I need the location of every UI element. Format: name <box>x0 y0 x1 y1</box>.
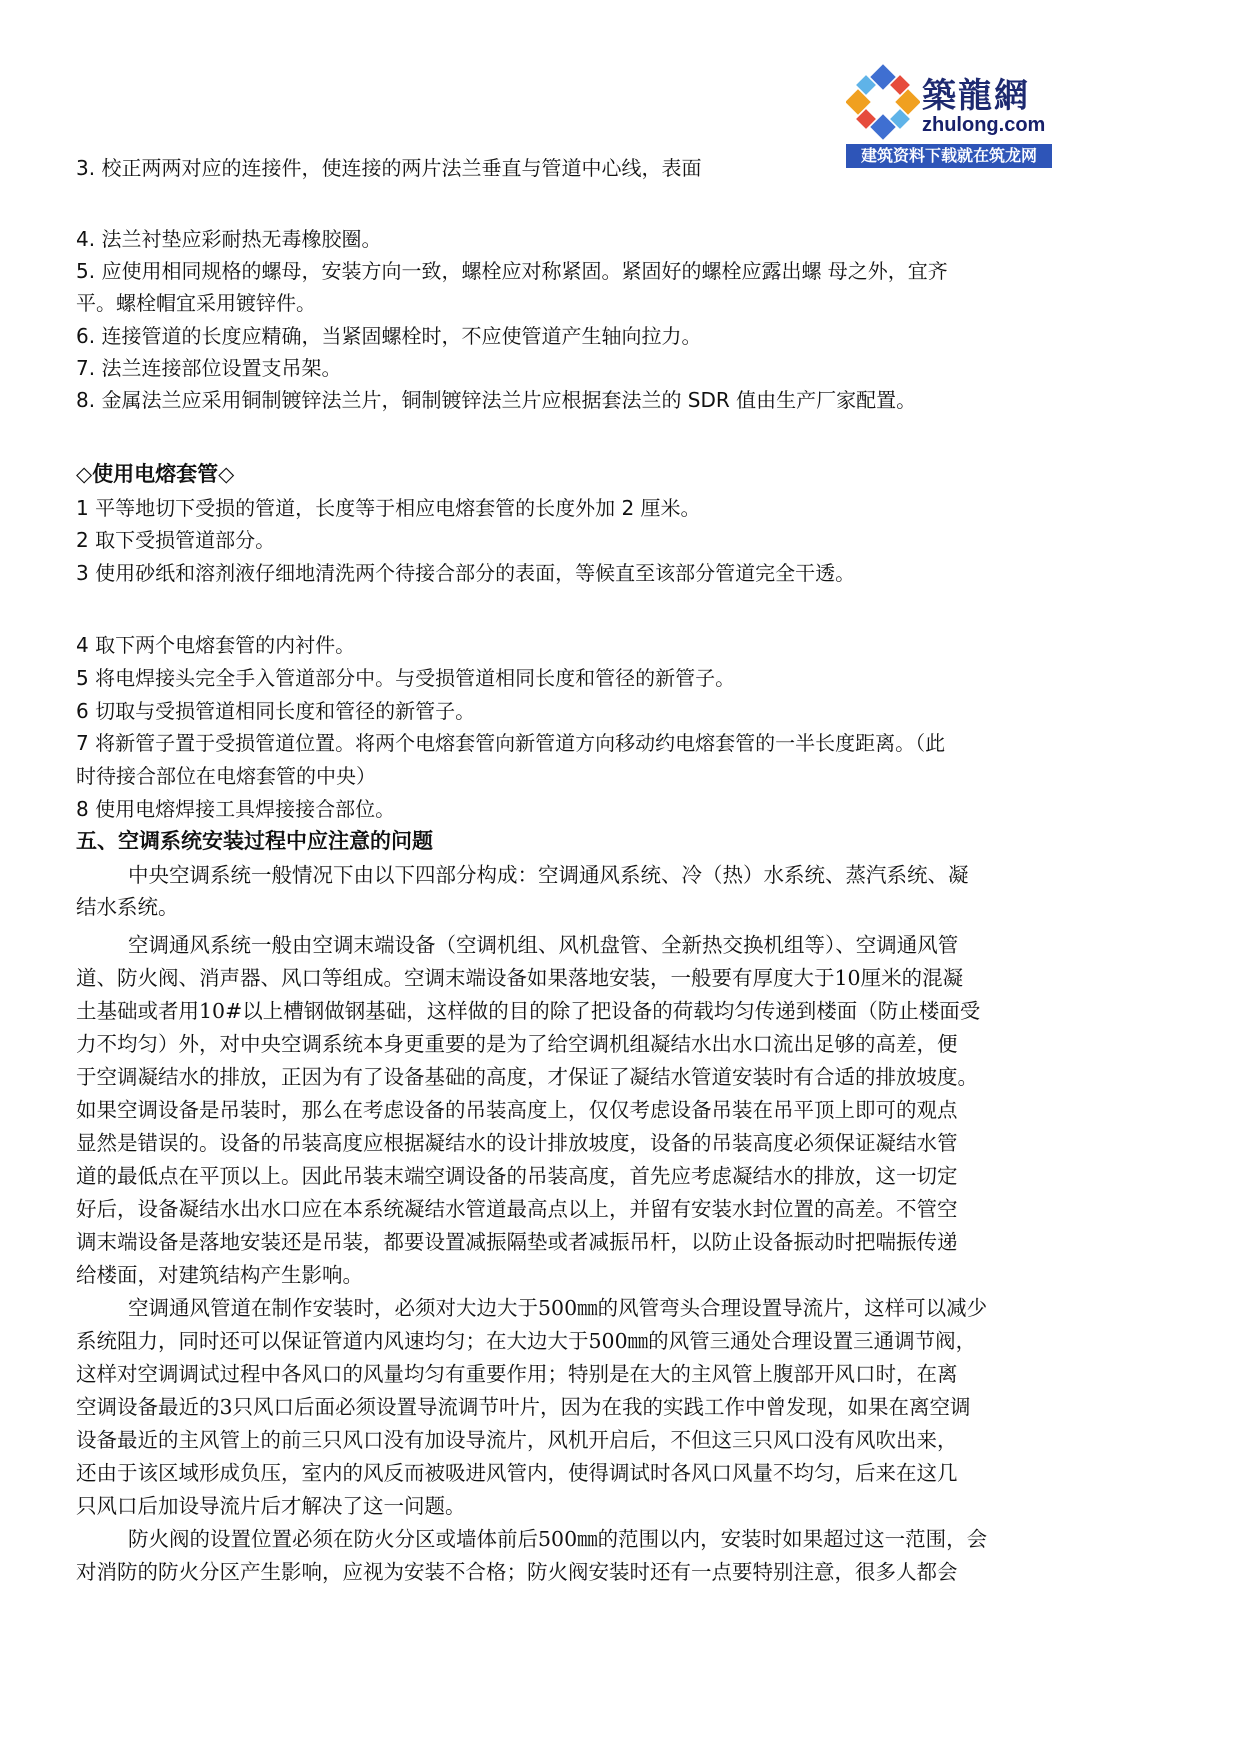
body-line: 调末端设备是落地安装还是吊装，都要设置减振隔垫或者减振吊杆，以防止设备振动时把喘振传递 <box>76 1230 958 1254</box>
sleeve-step-6: 6 切取与受损管道相同长度和管径的新管子。 <box>76 699 476 723</box>
sleeve-step-7-cont: 时待接合部位在电熔套管的中央） <box>76 764 376 788</box>
flange-step-8: 8. 金属法兰应采用铜制镀锌法兰片，铜制镀锌法兰片应根据套法兰的 SDR 值由生产厂家配置。 <box>76 388 917 412</box>
body-line: 结水系统。 <box>76 895 179 919</box>
body-line: 土基础或者用10#以上槽钢做钢基础，这样做的目的除了把设备的荷载均匀传递到楼面（防止楼面受 <box>76 999 981 1023</box>
flange-step-4: 4. 法兰衬垫应彩耐热无毒橡胶圈。 <box>76 227 382 251</box>
body-line: 设备最近的主风管上的前三只风口没有加设导流片，风机开启后，不但这三只风口没有风吹出来， <box>76 1428 958 1452</box>
sleeve-step-5: 5 将电焊接头完全手入管道部分中。与受损管道相同长度和管径的新管子。 <box>76 666 736 690</box>
sleeve-step-7: 7 将新管子置于受损管道位置。将两个电熔套管向新管道方向移动约电熔套管的一半长度距离。（此 <box>76 731 946 755</box>
flange-step-5-cont: 平。螺栓帽宜采用镀锌件。 <box>76 291 316 315</box>
flange-step-3: 3. 校正两两对应的连接件，使连接的两片法兰垂直与管道中心线，表面 <box>76 156 702 180</box>
body-line: 系统阻力，同时还可以保证管道内风速均匀；在大边大于500㎜的风管三通处合理设置三通调节阀， <box>76 1329 977 1353</box>
sleeve-step-8: 8 使用电熔焊接工具焊接接合部位。 <box>76 797 396 821</box>
body-line: 如果空调设备是吊装时，那么在考虑设备的吊装高度上，仅仅考虑设备吊装在吊平顶上即可的观点 <box>76 1098 958 1122</box>
body-line: 对消防的防火分区产生影响，应视为安装不合格；防火阀安装时还有一点要特别注意，很多人都会 <box>76 1560 958 1584</box>
logo-domain: zhulong.com <box>922 114 1046 136</box>
body-line: 道的最低点在平顶以上。因此吊装末端空调设备的吊装高度，首先应考虑凝结水的排放，这一切定 <box>76 1164 958 1188</box>
logo-slogan: 建筑资料下载就在筑龙网 <box>846 144 1052 168</box>
body-line: 空调设备最近的3只风口后面必须设置导流调节叶片，因为在我的实践工作中曾发现，如果在离空调 <box>76 1395 971 1419</box>
body-line: 中央空调系统一般情况下由以下四部分构成：空调通风系统、冷（热）水系统、蒸汽系统、凝 <box>128 863 969 887</box>
body-line: 还由于该区域形成负压，室内的风反而被吸进风管内，使得调试时各风口风量不均匀，后来在这几 <box>76 1461 958 1485</box>
sleeve-step-4: 4 取下两个电熔套管的内衬件。 <box>76 633 356 657</box>
sleeve-step-3: 3 使用砂纸和溶剂液仔细地清洗两个待接合部分的表面，等候直至该部分管道完全干透。 <box>76 561 856 585</box>
body-line: 于空调凝结水的排放，正因为有了设备基础的高度，才保证了凝结水管道安装时有合适的排放坡度。 <box>76 1065 978 1089</box>
sleeve-heading: ◇使用电熔套管◇ <box>76 462 235 486</box>
logo-name: 築龍網 <box>922 76 1030 116</box>
flange-step-7: 7. 法兰连接部位设置支吊架。 <box>76 356 342 380</box>
body-line: 这样对空调调试过程中各风口的风量均匀有重要作用；特别是在大的主风管上腹部开风口时，在离 <box>76 1362 958 1386</box>
snowflake-logo-icon <box>846 62 920 140</box>
body-line: 显然是错误的。设备的吊装高度应根据凝结水的设计排放坡度，设备的吊装高度必须保证凝结水管 <box>76 1131 958 1155</box>
body-line: 只风口后加设导流片后才解决了这一问题。 <box>76 1494 466 1518</box>
zhulong-logo <box>846 62 1056 172</box>
body-line: 道、防火阀、消声器、风口等组成。空调末端设备如果落地安装，一般要有厚度大于10厘米的混凝 <box>76 966 964 990</box>
flange-step-6: 6. 连接管道的长度应精确，当紧固螺栓时，不应使管道产生轴向拉力。 <box>76 324 702 348</box>
body-line: 防火阀的设置位置必须在防火分区或墙体前后500㎜的范围以内，安装时如果超过这一范围，会 <box>128 1527 988 1551</box>
body-line: 空调通风系统一般由空调末端设备（空调机组、风机盘管、全新热交换机组等）、空调通风管 <box>128 933 959 957</box>
section-heading: 五、空调系统安装过程中应注意的问题 <box>76 829 433 853</box>
sleeve-step-1: 1 平等地切下受损的管道，长度等于相应电熔套管的长度外加 2 厘米。 <box>76 496 701 520</box>
body-line: 空调通风管道在制作安装时，必须对大边大于500㎜的风管弯头合理设置导流片，这样可以减少 <box>128 1296 988 1320</box>
body-line: 好后，设备凝结水出水口应在本系统凝结水管道最高点以上，并留有安装水封位置的高差。不管空 <box>76 1197 958 1221</box>
body-line: 给楼面，对建筑结构产生影响。 <box>76 1263 363 1287</box>
flange-step-5: 5. 应使用相同规格的螺母，安装方向一致，螺栓应对称紧固。紧固好的螺栓应露出螺 母之外，宜齐 <box>76 259 948 283</box>
body-line: 力不均匀）外，对中央空调系统本身更重要的是为了给空调机组凝结水出水口流出足够的高差，便 <box>76 1032 958 1056</box>
sleeve-step-2: 2 取下受损管道部分。 <box>76 528 276 552</box>
